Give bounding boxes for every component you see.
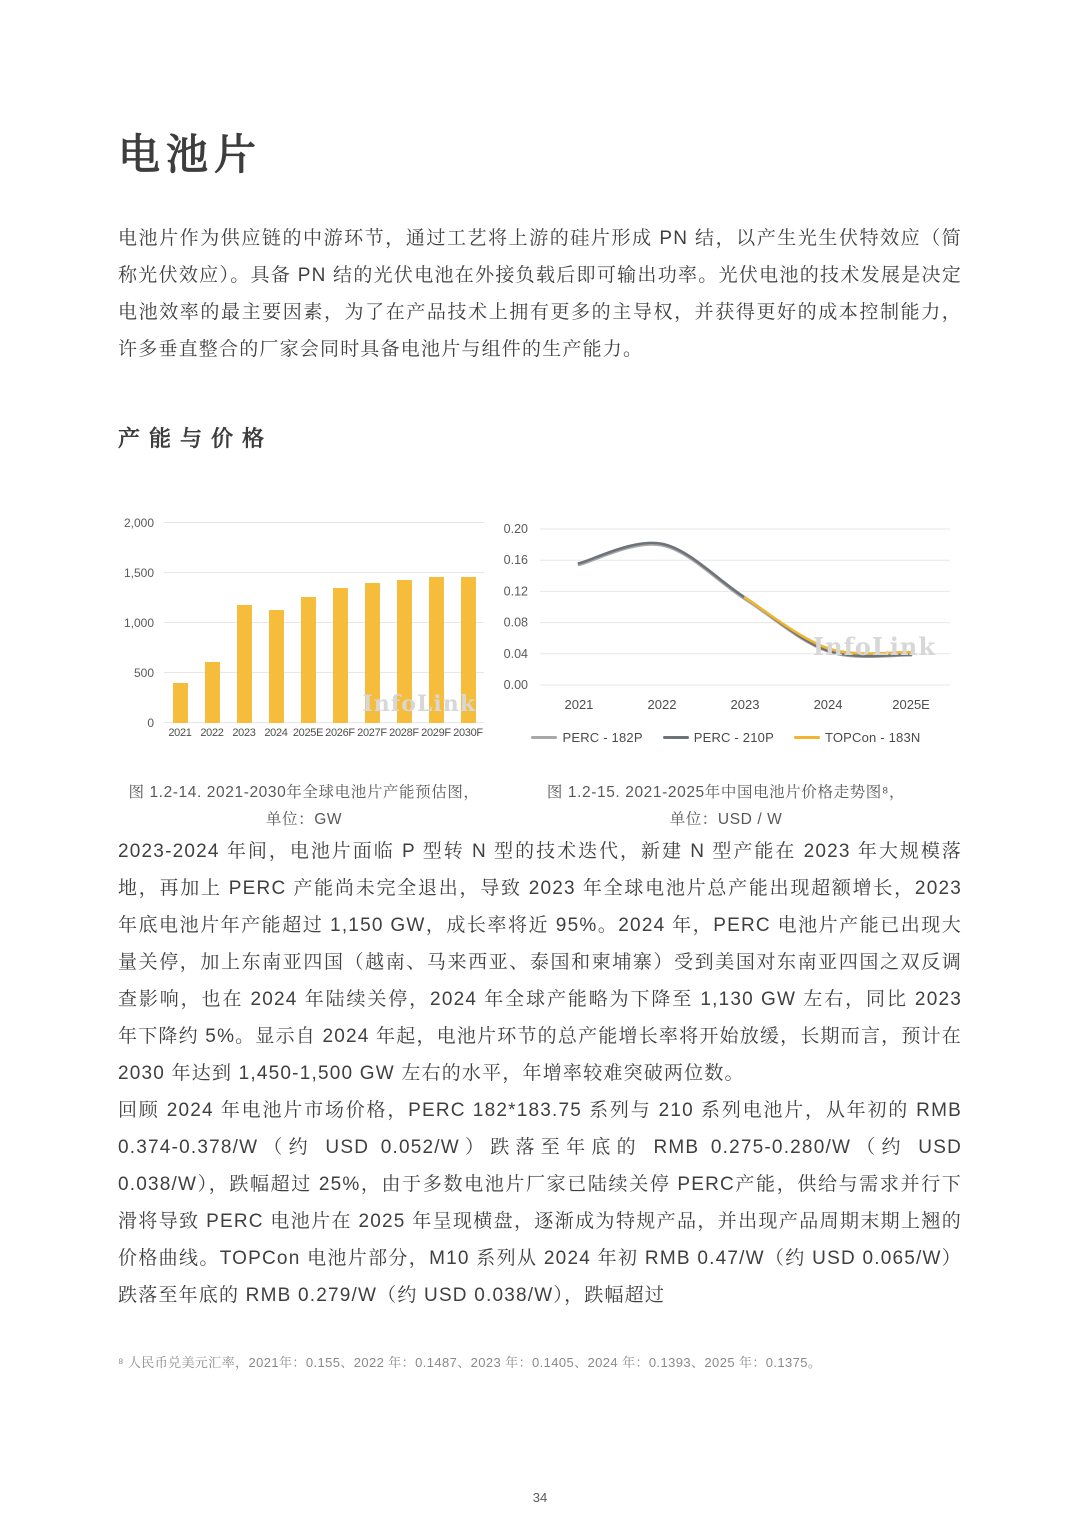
bar (269, 610, 284, 723)
legend-label: PERC - 182P (562, 729, 643, 745)
x-axis-label: 2022 (647, 697, 677, 712)
charts-row (118, 515, 962, 833)
y-axis-label: 1,500 (123, 566, 154, 580)
caption-unit: 单位：GW (265, 811, 343, 828)
x-axis-label: 2029F (421, 727, 451, 739)
y-axis-label: 0.00 (503, 678, 528, 692)
legend-label: PERC - 210P (693, 729, 774, 745)
x-axis-label: 2023 (730, 697, 760, 712)
x-axis-label: 2025E (892, 697, 930, 712)
y-axis-label: 0.16 (503, 553, 528, 568)
infolink-watermark: InfoLink (812, 632, 936, 661)
x-axis-label: 2024 (264, 727, 288, 739)
bar-plot-area (123, 516, 484, 739)
legend-item (794, 730, 921, 745)
infolink-watermark: InfoLink (362, 691, 476, 717)
bar (237, 605, 252, 723)
caption-unit: 单位：USD / W (669, 811, 783, 828)
bar (173, 683, 188, 724)
y-axis-label: 0.08 (503, 615, 528, 630)
figure-caption-capacity (118, 779, 490, 833)
bar (205, 662, 220, 723)
page-title: 电池片 (118, 131, 263, 178)
x-axis-label: 2030F (453, 727, 483, 739)
x-axis-label: 2021 (168, 727, 192, 739)
x-axis-label: 2022 (200, 727, 224, 739)
intro-paragraph: 电池片作为供应链的中游环节，通过工艺将上游的硅片形成 PN 结，以产生光生伏特效应（简称光伏效应）。具备 PN 结的光伏电池在外接负载后即可输出功率。光伏电池的技术发展是决定电池效率的最主要因素，为了在产品技术上拥有更多的主导权，并获得更好的成本控制能力，许多垂直整合的厂家会同时具备电池片与组件的生产能力。 (118, 228, 962, 360)
legend-item (531, 730, 642, 745)
gridline (164, 572, 484, 573)
x-axis-label: 2025E (292, 727, 324, 739)
x-axis-label: 2024 (813, 697, 843, 712)
bar (365, 583, 380, 723)
y-axis-label: 0.20 (503, 522, 528, 536)
price-paragraph: 回顾 2024 年电池片市场价格，PERC 182*183.75 系列与 210 系列电池片，从年初的 RMB 0.374-0.378/W（约 USD 0.052/W）跌落至年底的 RMB 0.275-0.280/W（约 USD 0.038/W），跌幅超过 25%，由于多数电池片厂家已陆续关停 PERC产能，供给与需求并行下滑将导致 PERC 电池片在 2025 年呈现横盘，逐渐成为特规产品，并出现产品周期末期上翘的价格曲线。TOPCon 电池片部分，M10 系列从 2024 年初 RMB 0.47/W（约 USD 0.065/W）跌落至年底的 RMB 0.279/W（约 USD 0.038/W），跌幅超过 (118, 1100, 962, 1306)
chart-legend (490, 725, 962, 749)
line-chart-svg (490, 515, 962, 721)
bar (397, 580, 412, 723)
y-axis-label: 500 (133, 666, 154, 680)
price-chart-block (490, 515, 962, 833)
capacity-bar-chart (118, 515, 490, 749)
line-series-perc-182p (579, 544, 911, 656)
price-line-chart (490, 515, 962, 721)
y-axis-label: 0.04 (503, 646, 528, 661)
x-axis-label: 2023 (232, 727, 256, 739)
y-axis-label: 0 (147, 716, 154, 730)
y-axis-label: 0.12 (503, 584, 528, 599)
x-axis-label: 2021 (564, 697, 594, 712)
x-axis-label: 2028F (389, 727, 419, 739)
bar (333, 588, 348, 723)
legend-swatch (531, 736, 557, 739)
legend-swatch (663, 736, 689, 739)
legend-swatch (794, 736, 820, 739)
caption-title: 图 1.2-14. 2021-2030年全球电池片产能预估图， (128, 784, 480, 801)
gridline (164, 522, 484, 523)
legend-item (663, 730, 774, 745)
figure-caption-price (490, 779, 962, 833)
section-heading: 产能与价格 (118, 426, 274, 451)
legend-label: TOPCon - 183N (824, 729, 921, 745)
x-axis-label: 2027F (357, 727, 387, 739)
footnote: ⁸ 人民币兑美元汇率，2021年：0.155、2022 年：0.1487、2023 年：0.1405、2024 年：0.1393、2025 年：0.1375。 (118, 1355, 822, 1370)
y-axis-label: 1,000 (123, 616, 154, 630)
capacity-chart-block (118, 515, 490, 833)
bar (461, 577, 476, 724)
y-axis-label: 2,000 (123, 516, 154, 530)
x-axis-label: 2026F (325, 727, 355, 739)
capacity-paragraph: 2023-2024 年间，电池片面临 P 型转 N 型的技术迭代，新建 N 型产能在 2023 年大规模落地，再加上 PERC 产能尚未完全退出，导致 2023 年全球电池片总产能出现超额增长，2023 年底电池片年产能超过 1,150 GW，成长率将近 95%。2024 年，PERC 电池片产能已出现大量关停，加上东南亚四国（越南、马来西亚、泰国和柬埔寨）受到美国对东南亚四国之双反调查影响，也在 2024 年陆续关停，2024 年全球产能略为下降至 1,130 GW 左右，同比 2023 年下降约 5%。显示自 2024 年起，电池片环节的总产能增长率将开始放缓，长期而言，预计在 2030 年达到 1,450-1,500 GW 左右的水平，年增率较难突破两位数。 (118, 841, 962, 1084)
page-number: 34 (532, 1490, 548, 1505)
bar (301, 597, 316, 723)
caption-title: 图 1.2-15. 2021-2025年中国电池片价格走势图⁸， (546, 784, 906, 801)
bar (429, 577, 444, 724)
line-series-topcon-183n (745, 598, 911, 654)
